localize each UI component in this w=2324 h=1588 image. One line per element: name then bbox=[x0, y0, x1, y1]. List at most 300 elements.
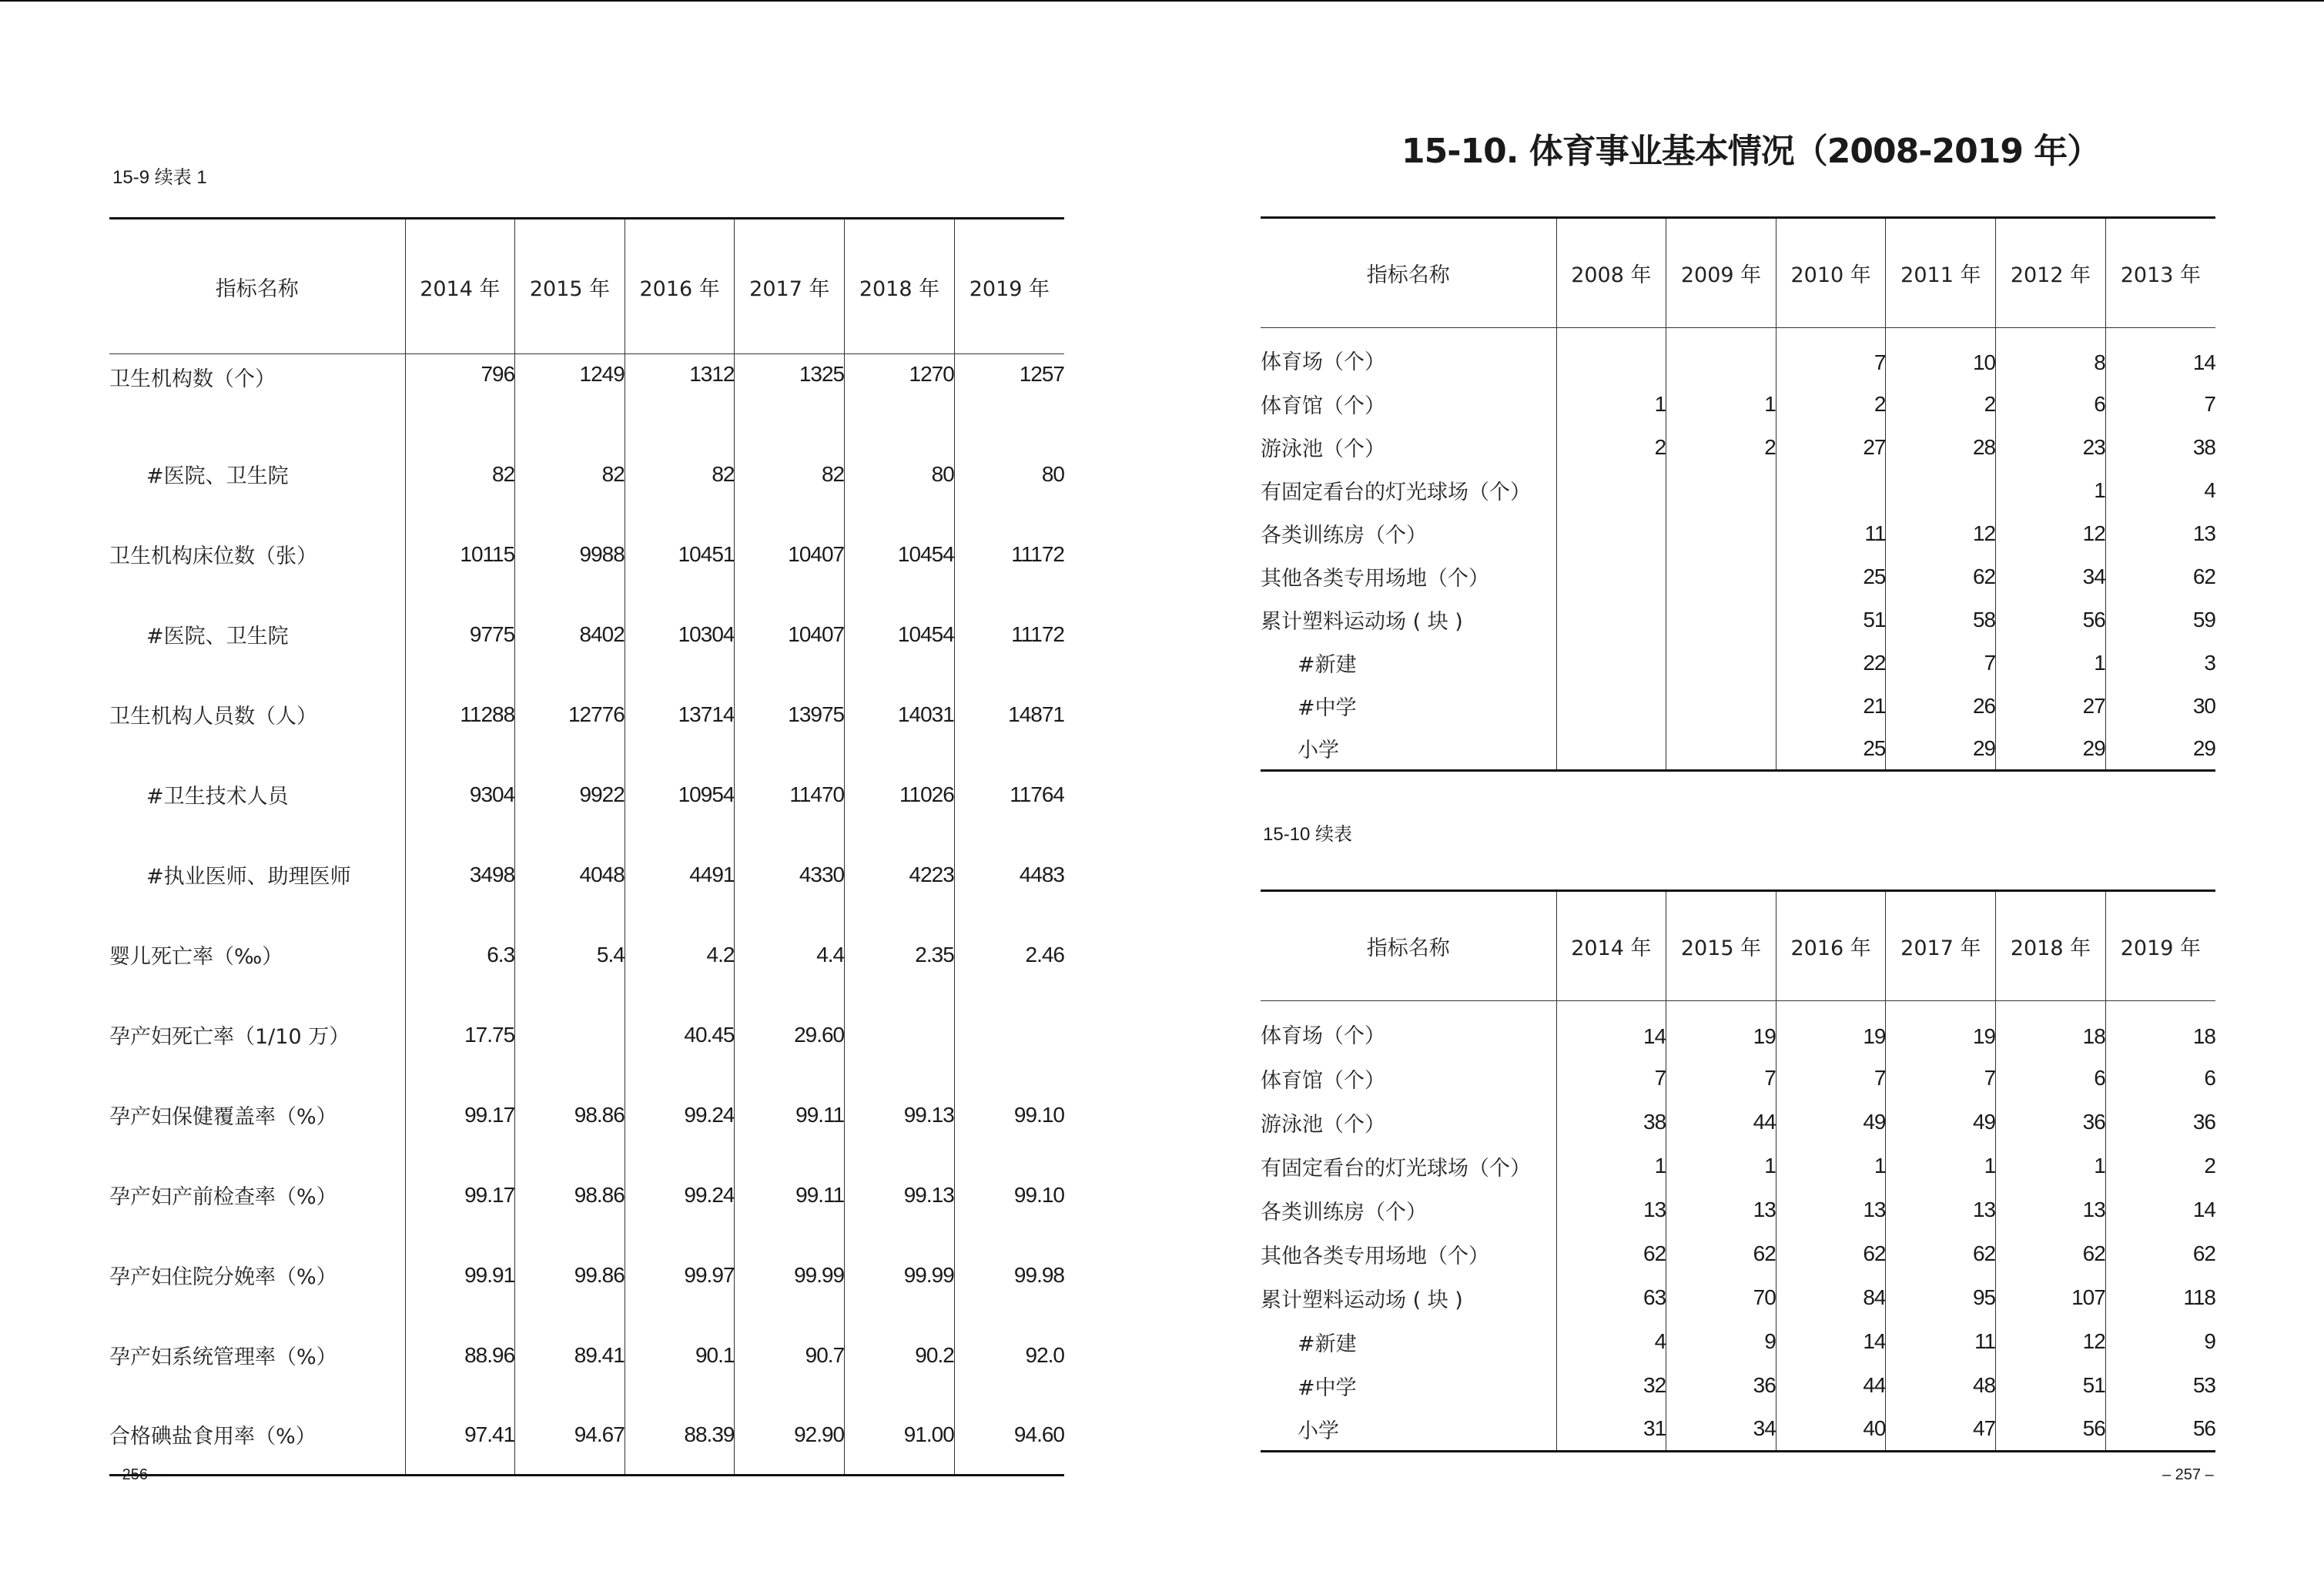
cell-value: 34 bbox=[1666, 1408, 1776, 1452]
cell-value: 10407 bbox=[735, 514, 845, 595]
cell-value: 13 bbox=[1996, 1188, 2106, 1232]
row-label: #新建 bbox=[1298, 653, 1357, 677]
cell-value bbox=[1556, 328, 1666, 383]
column-header-indicator: 指标名称 bbox=[1366, 936, 1450, 960]
cell-value: 11172 bbox=[954, 514, 1064, 595]
table-row bbox=[1261, 328, 2215, 383]
top-border-line bbox=[0, 0, 2324, 2]
cell-value: 4.2 bbox=[625, 915, 735, 995]
cell-value: 4483 bbox=[954, 835, 1064, 915]
continuation-label-15-9: 15-9 续表 1 bbox=[112, 167, 207, 188]
cell-value bbox=[1556, 555, 1666, 598]
table-row bbox=[1261, 512, 2215, 555]
column-header-indicator: 指标名称 bbox=[1366, 263, 1450, 287]
cell-value: 13975 bbox=[735, 675, 845, 755]
cell-value: 62 bbox=[1996, 1232, 2106, 1276]
column-header-year: 2019 年 bbox=[954, 219, 1064, 354]
cell-value: 6 bbox=[1996, 1057, 2106, 1101]
cell-value: 38 bbox=[2105, 426, 2215, 469]
cell-value: 62 bbox=[1666, 1232, 1776, 1276]
cell-value: 9 bbox=[1666, 1320, 1776, 1364]
table-row bbox=[1261, 1320, 2215, 1364]
table-row bbox=[1261, 383, 2215, 426]
cell-value: 1 bbox=[1996, 469, 2106, 512]
cell-value: 10454 bbox=[845, 595, 955, 675]
table-row bbox=[1261, 555, 2215, 598]
page-number-right: – 257 – bbox=[2162, 1466, 2214, 1483]
row-label: 卫生机构数（个） bbox=[109, 367, 276, 391]
cell-value: 2.35 bbox=[845, 915, 955, 995]
cell-value bbox=[1556, 728, 1666, 771]
cell-value bbox=[1556, 685, 1666, 728]
cell-value: 18 bbox=[1996, 1001, 2106, 1057]
table-row bbox=[109, 675, 1064, 755]
cell-value bbox=[1666, 598, 1776, 642]
cell-value: 14 bbox=[2105, 328, 2215, 383]
column-header-year: 2012 年 bbox=[1996, 218, 2106, 328]
cell-value: 99.99 bbox=[735, 1235, 845, 1315]
row-label: 孕产妇住院分娩率（%） bbox=[109, 1265, 337, 1289]
cell-value: 94.60 bbox=[954, 1395, 1064, 1476]
cell-value: 29.60 bbox=[735, 995, 845, 1075]
cell-value: 88.39 bbox=[625, 1395, 735, 1476]
cell-value: 12 bbox=[1996, 512, 2106, 555]
cell-value: 99.11 bbox=[735, 1155, 845, 1235]
cell-value: 99.91 bbox=[405, 1235, 515, 1315]
cell-value: 29 bbox=[2105, 728, 2215, 771]
cell-value: 99.10 bbox=[954, 1155, 1064, 1235]
row-label: #执业医师、助理医师 bbox=[146, 865, 351, 889]
cell-value: 8 bbox=[1996, 328, 2106, 383]
cell-value: 31 bbox=[1556, 1408, 1666, 1452]
cell-value: 1 bbox=[1556, 1144, 1666, 1188]
cell-value: 82 bbox=[515, 434, 625, 514]
cell-value: 62 bbox=[1886, 555, 1996, 598]
table-header-row bbox=[1261, 218, 2215, 328]
cell-value: 19 bbox=[1666, 1001, 1776, 1057]
row-label: 各类训练房（个） bbox=[1261, 1200, 1427, 1225]
cell-value: 92.0 bbox=[954, 1315, 1064, 1395]
cell-value: 92.90 bbox=[735, 1395, 845, 1476]
row-label: #医院、卫生院 bbox=[146, 625, 289, 648]
table-row bbox=[109, 354, 1064, 434]
cell-value: 9922 bbox=[515, 755, 625, 835]
table-row bbox=[1261, 1364, 2215, 1408]
table-row bbox=[1261, 642, 2215, 685]
row-label: 有固定看台的灯光球场（个） bbox=[1261, 1156, 1531, 1181]
cell-value: 32 bbox=[1556, 1364, 1666, 1408]
cell-value: 89.41 bbox=[515, 1315, 625, 1395]
table-row bbox=[1261, 469, 2215, 512]
cell-value: 94.67 bbox=[515, 1395, 625, 1476]
row-label: 体育场（个） bbox=[1261, 350, 1385, 374]
cell-value: 10954 bbox=[625, 755, 735, 835]
cell-value: 7 bbox=[1556, 1057, 1666, 1101]
cell-value: 28 bbox=[1886, 426, 1996, 469]
cell-value: 1 bbox=[1556, 383, 1666, 426]
continuation-label-15-10: 15-10 续表 bbox=[1263, 824, 1353, 845]
table-row bbox=[109, 434, 1064, 514]
cell-value: 40 bbox=[1776, 1408, 1886, 1452]
cell-value: 84 bbox=[1776, 1276, 1886, 1320]
cell-value: 53 bbox=[2105, 1364, 2215, 1408]
cell-value: 4 bbox=[2105, 469, 2215, 512]
row-label: #新建 bbox=[1298, 1332, 1357, 1356]
table-row bbox=[1261, 1057, 2215, 1101]
cell-value: 10454 bbox=[845, 514, 955, 595]
row-label: 有固定看台的灯光球场（个） bbox=[1261, 481, 1531, 504]
cell-value: 90.2 bbox=[845, 1315, 955, 1395]
cell-value: 11 bbox=[1776, 512, 1886, 555]
cell-value bbox=[1666, 555, 1776, 598]
column-header-year: 2009 年 bbox=[1666, 218, 1776, 328]
cell-value: 62 bbox=[1556, 1232, 1666, 1276]
cell-value: 12 bbox=[1886, 512, 1996, 555]
cell-value: 2 bbox=[2105, 1144, 2215, 1188]
row-label: 孕产妇死亡率（1/10 万） bbox=[109, 1025, 350, 1049]
table-row bbox=[109, 514, 1064, 595]
cell-value: 6 bbox=[1996, 383, 2106, 426]
column-header-year: 2010 年 bbox=[1776, 218, 1886, 328]
row-label: #医院、卫生院 bbox=[146, 464, 289, 488]
table-row bbox=[109, 595, 1064, 675]
column-header-year: 2014 年 bbox=[1556, 891, 1666, 1001]
cell-value bbox=[954, 995, 1064, 1075]
cell-value bbox=[1556, 642, 1666, 685]
cell-value: 99.99 bbox=[845, 1235, 955, 1315]
cell-value: 36 bbox=[1996, 1101, 2106, 1144]
row-label: 其他各类专用场地（个） bbox=[1261, 1244, 1489, 1268]
cell-value: 22 bbox=[1776, 642, 1886, 685]
cell-value: 10407 bbox=[735, 595, 845, 675]
row-label: 孕产妇系统管理率（%） bbox=[109, 1345, 337, 1369]
cell-value: 1 bbox=[1886, 1144, 1996, 1188]
cell-value: 88.96 bbox=[405, 1315, 515, 1395]
table-row bbox=[1261, 1232, 2215, 1276]
table-row bbox=[109, 1235, 1064, 1315]
cell-value: 44 bbox=[1776, 1364, 1886, 1408]
cell-value bbox=[1556, 512, 1666, 555]
cell-value: 118 bbox=[2105, 1276, 2215, 1320]
cell-value: 49 bbox=[1886, 1101, 1996, 1144]
cell-value: 4491 bbox=[625, 835, 735, 915]
cell-value: 49 bbox=[1776, 1101, 1886, 1144]
cell-value: 56 bbox=[1996, 598, 2106, 642]
row-label: #中学 bbox=[1298, 696, 1357, 720]
cell-value: 17.75 bbox=[405, 995, 515, 1075]
cell-value: 23 bbox=[1996, 426, 2106, 469]
cell-value: 62 bbox=[2105, 1232, 2215, 1276]
column-header-year: 2013 年 bbox=[2105, 218, 2215, 328]
cell-value: 99.11 bbox=[735, 1075, 845, 1155]
cell-value: 7 bbox=[2105, 383, 2215, 426]
cell-value: 1257 bbox=[954, 354, 1064, 434]
cell-value: 90.7 bbox=[735, 1315, 845, 1395]
cell-value: 1 bbox=[1996, 642, 2106, 685]
column-header-year: 2011 年 bbox=[1886, 218, 1996, 328]
cell-value bbox=[1666, 728, 1776, 771]
cell-value: 29 bbox=[1886, 728, 1996, 771]
column-header-year: 2015 年 bbox=[515, 219, 625, 354]
cell-value: 80 bbox=[954, 434, 1064, 514]
cell-value: 70 bbox=[1666, 1276, 1776, 1320]
cell-value: 34 bbox=[1996, 555, 2106, 598]
table-row bbox=[109, 1315, 1064, 1395]
cell-value: 21 bbox=[1776, 685, 1886, 728]
cell-value: 13 bbox=[1886, 1188, 1996, 1232]
column-header-year: 2008 年 bbox=[1556, 218, 1666, 328]
row-label: 孕产妇保健覆盖率（%） bbox=[109, 1105, 337, 1129]
cell-value: 27 bbox=[1996, 685, 2106, 728]
table-row bbox=[109, 1075, 1064, 1155]
table-header-row bbox=[109, 219, 1064, 354]
cell-value bbox=[1556, 598, 1666, 642]
cell-value: 19 bbox=[1886, 1001, 1996, 1057]
table-row bbox=[1261, 1408, 2215, 1452]
row-label: 卫生机构人员数（人） bbox=[109, 705, 317, 729]
row-label: 体育场（个） bbox=[1261, 1023, 1385, 1048]
cell-value: 19 bbox=[1776, 1001, 1886, 1057]
cell-value: 13 bbox=[1666, 1188, 1776, 1232]
cell-value: 99.10 bbox=[954, 1075, 1064, 1155]
cell-value: 80 bbox=[845, 434, 955, 514]
cell-value: 63 bbox=[1556, 1276, 1666, 1320]
cell-value: 44 bbox=[1666, 1101, 1776, 1144]
row-label: 体育馆（个） bbox=[1261, 1068, 1385, 1093]
cell-value: 1249 bbox=[515, 354, 625, 434]
cell-value: 11764 bbox=[954, 755, 1064, 835]
cell-value: 62 bbox=[2105, 555, 2215, 598]
cell-value: 4048 bbox=[515, 835, 625, 915]
cell-value: 29 bbox=[1996, 728, 2106, 771]
table-row bbox=[1261, 1188, 2215, 1232]
row-label: 婴儿死亡率（‰） bbox=[109, 945, 283, 969]
column-header-indicator: 指标名称 bbox=[215, 276, 299, 301]
table-row bbox=[1261, 685, 2215, 728]
cell-value: 4.4 bbox=[735, 915, 845, 995]
cell-value: 8402 bbox=[515, 595, 625, 675]
column-header-year: 2019 年 bbox=[2105, 891, 2215, 1001]
cell-value: 13714 bbox=[625, 675, 735, 755]
cell-value bbox=[1666, 512, 1776, 555]
cell-value: 7 bbox=[1886, 1057, 1996, 1101]
cell-value: 99.17 bbox=[405, 1155, 515, 1235]
table-row bbox=[109, 995, 1064, 1075]
cell-value: 51 bbox=[1996, 1364, 2106, 1408]
cell-value: 1 bbox=[1776, 1144, 1886, 1188]
cell-value: 1 bbox=[1666, 383, 1776, 426]
row-label: 小学 bbox=[1298, 739, 1339, 763]
table-row bbox=[1261, 1101, 2215, 1144]
cell-value: 4 bbox=[1556, 1320, 1666, 1364]
cell-value: 99.24 bbox=[625, 1075, 735, 1155]
cell-value: 62 bbox=[1886, 1232, 1996, 1276]
cell-value: 99.86 bbox=[515, 1235, 625, 1315]
cell-value: 2 bbox=[1776, 383, 1886, 426]
column-header-year: 2016 年 bbox=[625, 219, 735, 354]
row-label: 体育馆（个） bbox=[1261, 394, 1385, 418]
cell-value: 7 bbox=[1776, 1057, 1886, 1101]
cell-value: 27 bbox=[1776, 426, 1886, 469]
cell-value: 82 bbox=[405, 434, 515, 514]
cell-value: 10451 bbox=[625, 514, 735, 595]
cell-value: 11470 bbox=[735, 755, 845, 835]
cell-value: 107 bbox=[1996, 1276, 2106, 1320]
cell-value: 6.3 bbox=[405, 915, 515, 995]
cell-value: 14 bbox=[1776, 1320, 1886, 1364]
row-label: 小学 bbox=[1298, 1419, 1339, 1443]
cell-value: 2.46 bbox=[954, 915, 1064, 995]
cell-value: 11172 bbox=[954, 595, 1064, 675]
cell-value: 38 bbox=[1556, 1101, 1666, 1144]
cell-value: 26 bbox=[1886, 685, 1996, 728]
cell-value: 48 bbox=[1886, 1364, 1996, 1408]
cell-value: 90.1 bbox=[625, 1315, 735, 1395]
cell-value: 14871 bbox=[954, 675, 1064, 755]
cell-value: 13 bbox=[1556, 1188, 1666, 1232]
cell-value: 99.24 bbox=[625, 1155, 735, 1235]
cell-value: 98.86 bbox=[515, 1155, 625, 1235]
cell-value: 9775 bbox=[405, 595, 515, 675]
row-label: 各类训练房（个） bbox=[1261, 524, 1427, 548]
cell-value: 14031 bbox=[845, 675, 955, 755]
cell-value: 25 bbox=[1776, 555, 1886, 598]
cell-value: 10 bbox=[1886, 328, 1996, 383]
cell-value: 9 bbox=[2105, 1320, 2215, 1364]
table-row bbox=[109, 1395, 1064, 1476]
cell-value: 97.41 bbox=[405, 1395, 515, 1476]
cell-value: 9988 bbox=[515, 514, 625, 595]
cell-value: 1312 bbox=[625, 354, 735, 434]
row-label: #中学 bbox=[1298, 1375, 1357, 1400]
cell-value: 6 bbox=[2105, 1057, 2215, 1101]
health-statistics-table bbox=[109, 217, 1064, 1476]
column-header-year: 2014 年 bbox=[405, 219, 515, 354]
cell-value: 2 bbox=[1886, 383, 1996, 426]
cell-value bbox=[1666, 685, 1776, 728]
cell-value bbox=[1666, 328, 1776, 383]
cell-value: 13 bbox=[1776, 1188, 1886, 1232]
table-row bbox=[109, 755, 1064, 835]
cell-value: 1 bbox=[1996, 1144, 2106, 1188]
cell-value bbox=[1776, 469, 1886, 512]
cell-value: 4330 bbox=[735, 835, 845, 915]
column-header-year: 2018 年 bbox=[1996, 891, 2106, 1001]
cell-value: 5.4 bbox=[515, 915, 625, 995]
cell-value: 99.97 bbox=[625, 1235, 735, 1315]
cell-value: 14 bbox=[2105, 1188, 2215, 1232]
cell-value bbox=[1666, 642, 1776, 685]
cell-value: 1325 bbox=[735, 354, 845, 434]
cell-value bbox=[1886, 469, 1996, 512]
cell-value: 18 bbox=[2105, 1001, 2215, 1057]
cell-value: 7 bbox=[1666, 1057, 1776, 1101]
cell-value: 58 bbox=[1886, 598, 1996, 642]
cell-value: 3498 bbox=[405, 835, 515, 915]
cell-value bbox=[515, 995, 625, 1075]
table-row bbox=[1261, 426, 2215, 469]
table-row bbox=[1261, 1276, 2215, 1320]
cell-value: 4223 bbox=[845, 835, 955, 915]
cell-value: 82 bbox=[625, 434, 735, 514]
cell-value: 82 bbox=[735, 434, 845, 514]
column-header-year: 2015 年 bbox=[1666, 891, 1776, 1001]
row-label: 游泳池（个） bbox=[1261, 1112, 1385, 1137]
cell-value: 11 bbox=[1886, 1320, 1996, 1364]
row-label: 卫生机构床位数（张） bbox=[109, 544, 317, 568]
cell-value bbox=[845, 995, 955, 1075]
cell-value: 796 bbox=[405, 354, 515, 434]
cell-value bbox=[1666, 469, 1776, 512]
cell-value: 51 bbox=[1776, 598, 1886, 642]
table-row bbox=[1261, 598, 2215, 642]
page-title: 15-10. 体育事业基本情况（2008-2019 年） bbox=[1401, 132, 2101, 171]
table-row bbox=[109, 915, 1064, 995]
cell-value: 95 bbox=[1886, 1276, 1996, 1320]
cell-value: 1 bbox=[1666, 1144, 1776, 1188]
cell-value: 25 bbox=[1776, 728, 1886, 771]
cell-value: 99.13 bbox=[845, 1155, 955, 1235]
cell-value: 12776 bbox=[515, 675, 625, 755]
column-header-year: 2017 年 bbox=[735, 219, 845, 354]
cell-value: 99.98 bbox=[954, 1235, 1064, 1315]
cell-value: 30 bbox=[2105, 685, 2215, 728]
cell-value: 2 bbox=[1666, 426, 1776, 469]
column-header-year: 2018 年 bbox=[845, 219, 955, 354]
table-row bbox=[109, 1155, 1064, 1235]
cell-value: 10304 bbox=[625, 595, 735, 675]
cell-value: 98.86 bbox=[515, 1075, 625, 1155]
cell-value: 99.13 bbox=[845, 1075, 955, 1155]
table-row bbox=[1261, 1144, 2215, 1188]
cell-value: 47 bbox=[1886, 1408, 1996, 1452]
column-header-year: 2016 年 bbox=[1776, 891, 1886, 1001]
sports-table-2014-2019 bbox=[1261, 889, 2215, 1452]
cell-value: 11026 bbox=[845, 755, 955, 835]
cell-value: 3 bbox=[2105, 642, 2215, 685]
cell-value: 40.45 bbox=[625, 995, 735, 1075]
row-label: 孕产妇产前检查率（%） bbox=[109, 1185, 337, 1209]
row-label: 其他各类专用场地（个） bbox=[1261, 567, 1489, 591]
cell-value: 56 bbox=[1996, 1408, 2106, 1452]
cell-value: 14 bbox=[1556, 1001, 1666, 1057]
row-label: 合格碘盐食用率（%） bbox=[109, 1425, 316, 1449]
table-row bbox=[109, 835, 1064, 915]
cell-value: 11288 bbox=[405, 675, 515, 755]
page-number-left: – 256 – bbox=[109, 1466, 161, 1483]
cell-value: 13 bbox=[2105, 512, 2215, 555]
sports-table-2008-2013 bbox=[1261, 216, 2215, 772]
table-header-row bbox=[1261, 891, 2215, 1001]
cell-value: 62 bbox=[1776, 1232, 1886, 1276]
table-row bbox=[1261, 728, 2215, 771]
cell-value: 9304 bbox=[405, 755, 515, 835]
cell-value: 10115 bbox=[405, 514, 515, 595]
table-row bbox=[1261, 1001, 2215, 1057]
cell-value: 56 bbox=[2105, 1408, 2215, 1452]
cell-value: 7 bbox=[1776, 328, 1886, 383]
cell-value: 99.17 bbox=[405, 1075, 515, 1155]
cell-value: 12 bbox=[1996, 1320, 2106, 1364]
cell-value: 1270 bbox=[845, 354, 955, 434]
cell-value: 36 bbox=[1666, 1364, 1776, 1408]
row-label: 累计塑料运动场 ( 块 ) bbox=[1261, 1288, 1463, 1312]
cell-value: 36 bbox=[2105, 1101, 2215, 1144]
row-label: #卫生技术人员 bbox=[146, 785, 289, 809]
cell-value: 7 bbox=[1886, 642, 1996, 685]
cell-value: 91.00 bbox=[845, 1395, 955, 1476]
cell-value: 2 bbox=[1556, 426, 1666, 469]
